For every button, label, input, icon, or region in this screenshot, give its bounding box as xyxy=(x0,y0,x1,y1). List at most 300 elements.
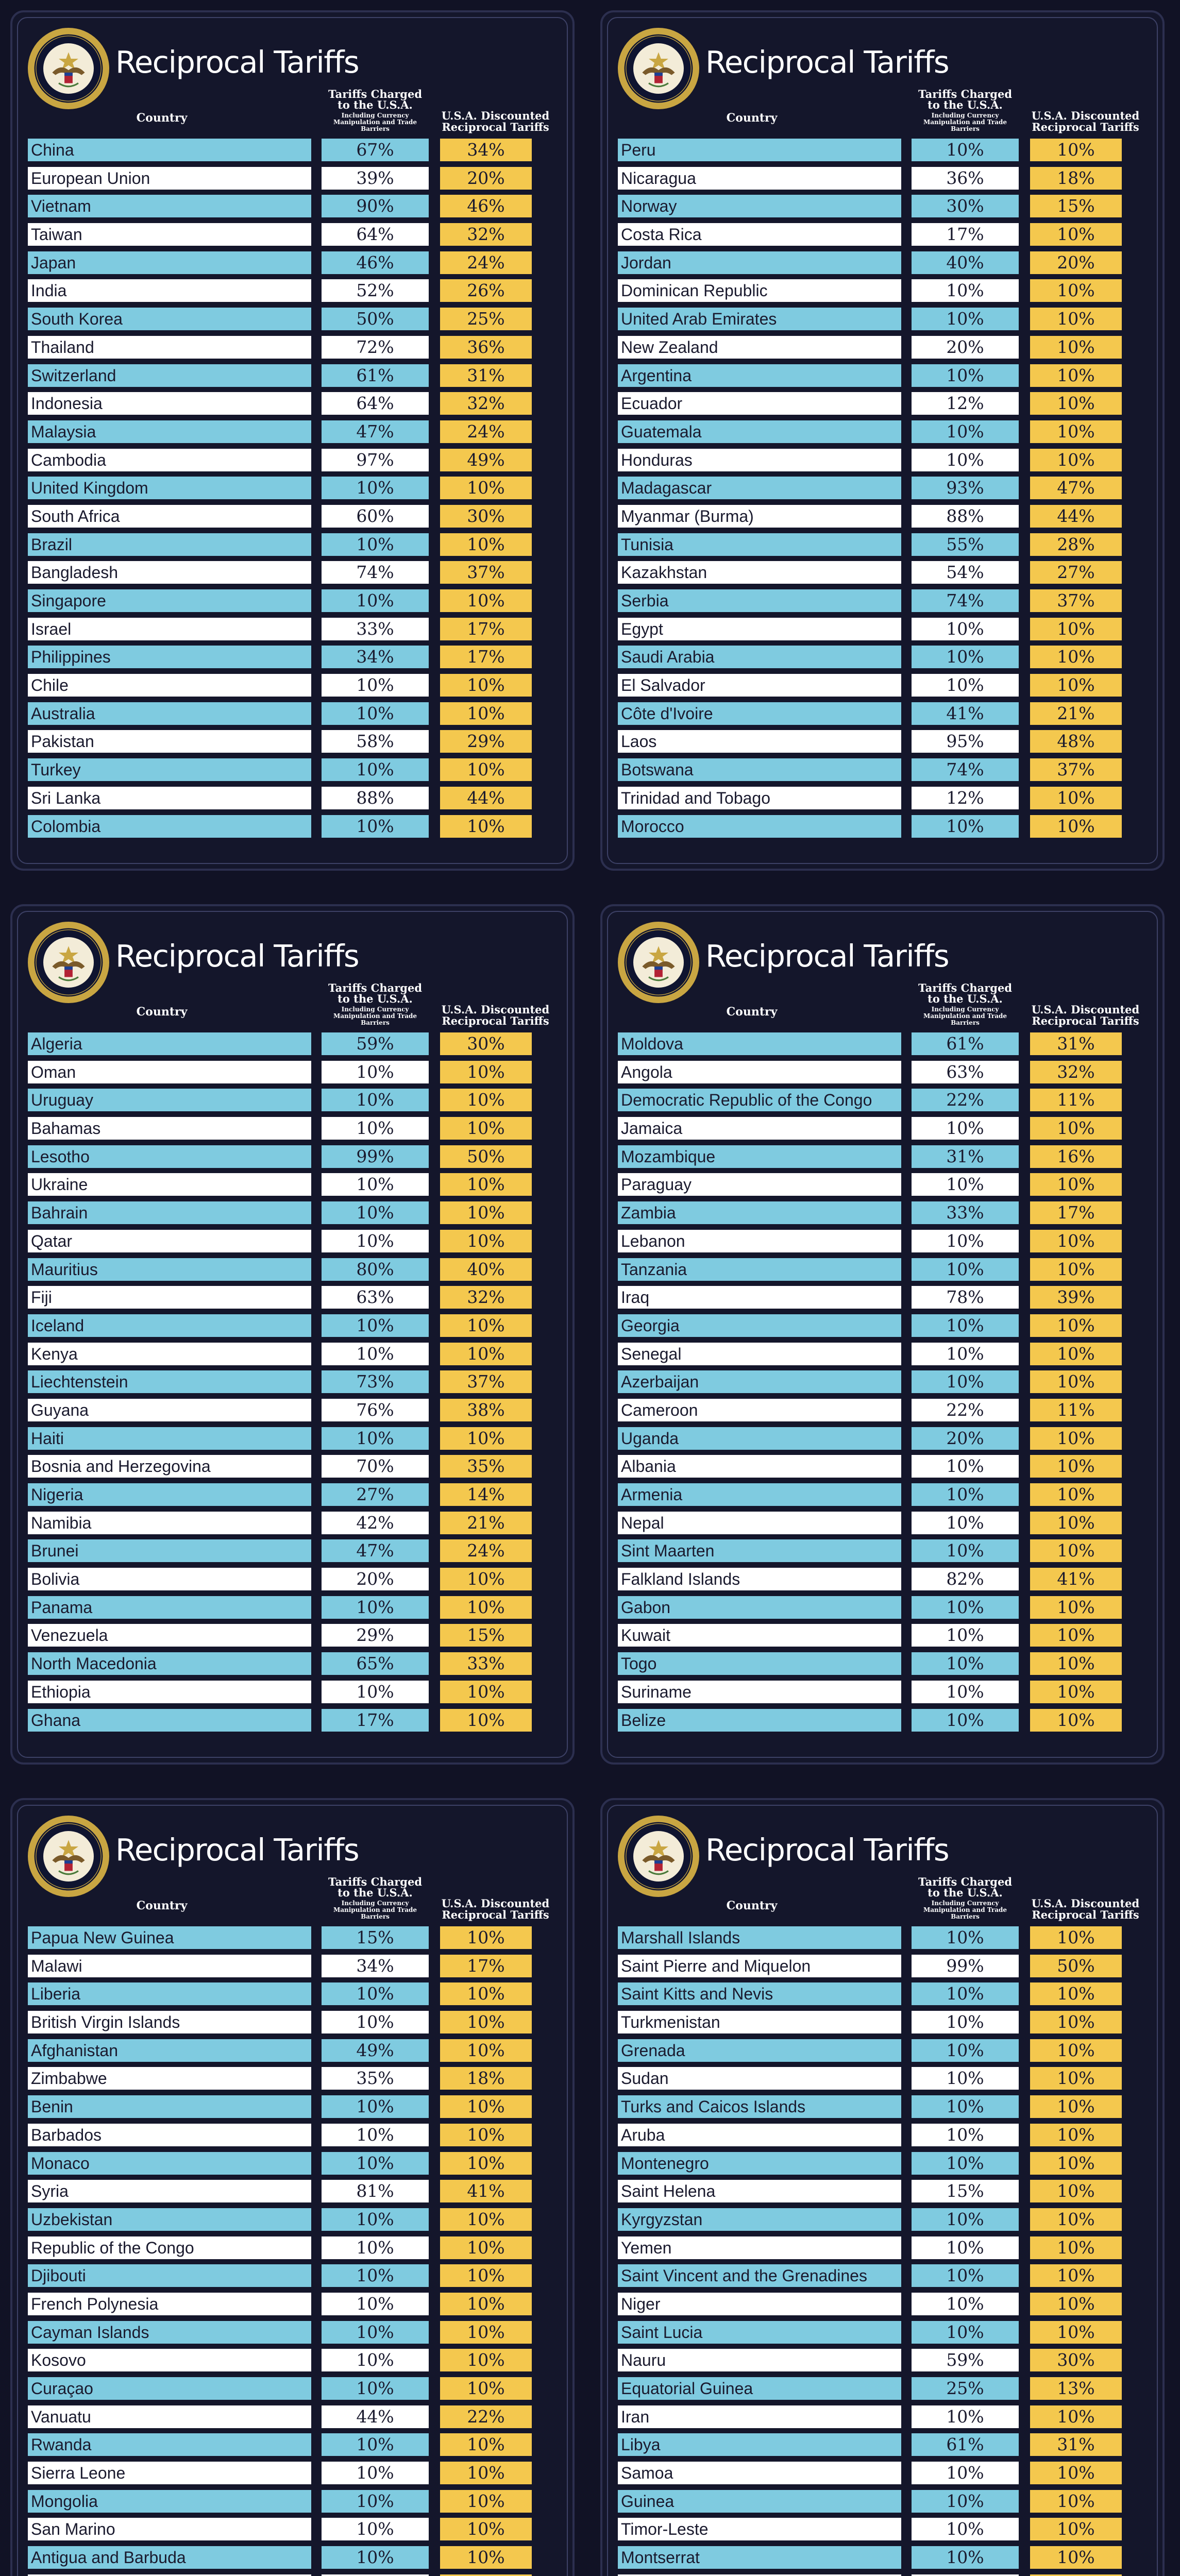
charged-cell: 61% xyxy=(322,364,429,387)
charged-cell: 10% xyxy=(322,1230,429,1252)
charged-cell: 31% xyxy=(912,1145,1019,1168)
presidential-seal-icon xyxy=(28,28,109,109)
charged-cell: 41% xyxy=(912,702,1019,725)
discounted-cell: 32% xyxy=(440,1286,532,1309)
charged-cell: 10% xyxy=(322,2264,429,2287)
panel-title: Reciprocal Tariffs xyxy=(115,938,359,974)
discounted-cell: 22% xyxy=(440,2405,532,2428)
country-cell: Honduras xyxy=(618,449,901,471)
discounted-cell: 10% xyxy=(440,2264,532,2287)
country-cell: Saint Vincent and the Grenadines xyxy=(618,2264,901,2287)
charged-cell: 10% xyxy=(912,1173,1019,1196)
country-column-header: Country xyxy=(726,1899,778,1912)
country-cell: Iran xyxy=(618,2405,901,2428)
charged-cell: 10% xyxy=(912,646,1019,668)
discounted-cell: 20% xyxy=(440,167,532,190)
country-cell: Botswana xyxy=(618,758,901,781)
discounted-cell: 15% xyxy=(1030,195,1122,217)
charged-header-note: Including Currency Manipulation and Trade Barriers xyxy=(333,1005,417,1027)
country-cell: Kuwait xyxy=(618,1624,901,1647)
charged-cell: 74% xyxy=(322,561,429,584)
country-cell: Oman xyxy=(28,1061,311,1083)
charged-cell: 34% xyxy=(322,1955,429,1977)
country-cell: Turkmenistan xyxy=(618,2011,901,2033)
charged-cell: 10% xyxy=(912,1596,1019,1619)
charged-cell: 40% xyxy=(912,251,1019,274)
discounted-cell: 10% xyxy=(440,2236,532,2259)
tariff-panel xyxy=(10,1798,575,2576)
country-cell: Bolivia xyxy=(28,1568,311,1590)
presidential-seal-icon xyxy=(28,922,109,1003)
charged-cell: 93% xyxy=(912,477,1019,499)
discounted-cell: 10% xyxy=(1030,1483,1122,1506)
charged-cell: 15% xyxy=(912,2180,1019,2202)
charged-cell: 10% xyxy=(912,1652,1019,1675)
country-cell: Turkey xyxy=(28,758,311,781)
discounted-cell: 11% xyxy=(1030,1399,1122,1421)
discounted-cell: 10% xyxy=(440,1117,532,1140)
charged-cell: 10% xyxy=(322,1201,429,1224)
charged-cell: 10% xyxy=(322,2349,429,2371)
presidential-seal-icon xyxy=(618,1816,699,1897)
country-cell: Israel xyxy=(28,618,311,640)
discounted-cell: 10% xyxy=(440,2293,532,2315)
discounted-cell: 10% xyxy=(440,1314,532,1337)
country-cell: Bosnia and Herzegovina xyxy=(28,1455,311,1478)
discounted-cell: 26% xyxy=(440,279,532,302)
discounted-column-header: U.S.A. Discounted Reciprocal Tariffs xyxy=(441,1897,550,1922)
country-cell: Switzerland xyxy=(28,364,311,387)
charged-cell: 36% xyxy=(912,167,1019,190)
country-cell: Taiwan xyxy=(28,223,311,246)
country-cell: Haiti xyxy=(28,1427,311,1450)
discounted-cell: 10% xyxy=(440,1230,532,1252)
charged-column-header xyxy=(322,89,429,132)
charged-cell: 10% xyxy=(322,758,429,781)
country-cell: Montenegro xyxy=(618,2152,901,2175)
country-cell: Guinea xyxy=(618,2490,901,2513)
country-cell: Nauru xyxy=(618,2349,901,2371)
charged-cell: 46% xyxy=(322,251,429,274)
country-cell: Republic of the Congo xyxy=(28,2236,311,2259)
charged-cell: 10% xyxy=(912,2264,1019,2287)
country-column-header: Country xyxy=(726,1005,778,1019)
discounted-cell: 37% xyxy=(440,561,532,584)
discounted-cell: 35% xyxy=(440,1455,532,1478)
discounted-cell: 10% xyxy=(440,1926,532,1949)
charged-cell: 10% xyxy=(912,2236,1019,2259)
charged-cell: 70% xyxy=(322,1455,429,1478)
charged-cell: 20% xyxy=(322,1568,429,1590)
charged-cell: 10% xyxy=(912,2462,1019,2484)
charged-cell: 10% xyxy=(912,279,1019,302)
country-cell: Albania xyxy=(618,1455,901,1478)
charged-cell: 74% xyxy=(912,758,1019,781)
country-cell: Dominican Republic xyxy=(618,279,901,302)
country-cell: Sint Maarten xyxy=(618,1539,901,1562)
discounted-cell: 10% xyxy=(1030,1258,1122,1281)
charged-cell: 10% xyxy=(912,1512,1019,1534)
discounted-cell: 10% xyxy=(1030,2236,1122,2259)
country-cell: Jordan xyxy=(618,251,901,274)
charged-cell: 78% xyxy=(912,1286,1019,1309)
charged-cell: 10% xyxy=(912,1455,1019,1478)
panel-title: Reciprocal Tariffs xyxy=(115,44,359,80)
country-cell: Argentina xyxy=(618,364,901,387)
charged-cell: 10% xyxy=(912,139,1019,161)
charged-cell: 10% xyxy=(912,1314,1019,1337)
charged-cell: 10% xyxy=(322,477,429,499)
charged-cell: 81% xyxy=(322,2180,429,2202)
country-cell: Togo xyxy=(618,1652,901,1675)
charged-cell: 10% xyxy=(322,2011,429,2033)
country-cell: Singapore xyxy=(28,589,311,612)
country-cell: Rwanda xyxy=(28,2433,311,2456)
charged-cell: 10% xyxy=(912,2405,1019,2428)
country-cell: Suriname xyxy=(618,1681,901,1703)
charged-cell: 90% xyxy=(322,195,429,217)
country-cell: Paraguay xyxy=(618,1173,901,1196)
discounted-cell: 10% xyxy=(1030,2124,1122,2146)
charged-cell: 88% xyxy=(322,787,429,809)
country-cell: Morocco xyxy=(618,815,901,838)
charged-cell: 10% xyxy=(322,1982,429,2005)
country-cell: Barbados xyxy=(28,2124,311,2146)
charged-cell: 67% xyxy=(322,139,429,161)
discounted-column-header: U.S.A. Discounted Reciprocal Tariffs xyxy=(441,1003,550,1028)
country-cell: Montserrat xyxy=(618,2546,901,2569)
country-cell: Venezuela xyxy=(28,1624,311,1647)
country-cell: Curaçao xyxy=(28,2377,311,2400)
charged-cell: 10% xyxy=(912,2095,1019,2118)
charged-header-note: Including Currency Manipulation and Trade Barriers xyxy=(923,111,1007,133)
discounted-cell: 49% xyxy=(440,449,532,471)
charged-header-note: Including Currency Manipulation and Trade Barriers xyxy=(333,111,417,133)
country-cell: Zambia xyxy=(618,1201,901,1224)
charged-cell: 63% xyxy=(912,1061,1019,1083)
panel-title: Reciprocal Tariffs xyxy=(705,938,949,974)
country-cell: Ghana xyxy=(28,1709,311,1732)
discounted-cell: 10% xyxy=(440,1343,532,1365)
discounted-cell: 10% xyxy=(1030,1117,1122,1140)
country-cell: Egypt xyxy=(618,618,901,640)
country-cell: Japan xyxy=(28,251,311,274)
discounted-cell: 10% xyxy=(1030,392,1122,415)
country-cell: South Korea xyxy=(28,308,311,330)
charged-cell: 10% xyxy=(912,308,1019,330)
discounted-cell: 34% xyxy=(440,139,532,161)
discounted-cell: 10% xyxy=(440,2124,532,2146)
country-cell: Myanmar (Burma) xyxy=(618,505,901,528)
charged-cell: 82% xyxy=(912,1568,1019,1590)
discounted-cell: 10% xyxy=(1030,420,1122,443)
country-cell: Azerbaijan xyxy=(618,1370,901,1393)
discounted-cell: 17% xyxy=(440,646,532,668)
country-cell: Antigua and Barbuda xyxy=(28,2546,311,2569)
country-cell: Nepal xyxy=(618,1512,901,1534)
discounted-cell: 40% xyxy=(440,1258,532,1281)
country-cell: China xyxy=(28,139,311,161)
country-cell: Moldova xyxy=(618,1032,901,1055)
country-cell: Gabon xyxy=(618,1596,901,1619)
discounted-cell: 10% xyxy=(1030,223,1122,246)
country-cell: Iraq xyxy=(618,1286,901,1309)
tariff-panel xyxy=(10,10,575,871)
discounted-cell: 37% xyxy=(1030,758,1122,781)
charged-cell: 88% xyxy=(912,505,1019,528)
charged-cell: 33% xyxy=(912,1201,1019,1224)
country-cell: Uganda xyxy=(618,1427,901,1450)
charged-cell: 10% xyxy=(912,1483,1019,1506)
discounted-cell: 20% xyxy=(1030,251,1122,274)
charged-cell: 10% xyxy=(322,533,429,556)
discounted-cell: 30% xyxy=(1030,2349,1122,2371)
charged-cell: 10% xyxy=(912,618,1019,640)
charged-cell: 10% xyxy=(322,2208,429,2231)
country-cell: San Marino xyxy=(28,2518,311,2540)
discounted-cell: 24% xyxy=(440,1539,532,1562)
country-cell: Uruguay xyxy=(28,1089,311,1111)
charged-cell: 10% xyxy=(322,2321,429,2344)
charged-cell: 10% xyxy=(912,1230,1019,1252)
discounted-cell: 41% xyxy=(440,2180,532,2202)
discounted-cell: 46% xyxy=(440,195,532,217)
tariff-panel xyxy=(10,904,575,1765)
charged-cell: 10% xyxy=(912,1539,1019,1562)
country-cell: Democratic Republic of the Congo xyxy=(618,1089,901,1111)
country-cell: Thailand xyxy=(28,336,311,359)
panel-title: Reciprocal Tariffs xyxy=(705,44,949,80)
discounted-cell: 10% xyxy=(1030,1314,1122,1337)
charged-cell: 10% xyxy=(912,2011,1019,2033)
charged-column-header xyxy=(912,89,1019,132)
discounted-cell: 48% xyxy=(1030,730,1122,753)
country-cell: Saudi Arabia xyxy=(618,646,901,668)
discounted-cell: 10% xyxy=(1030,2405,1122,2428)
discounted-cell: 30% xyxy=(440,505,532,528)
country-cell: Ethiopia xyxy=(28,1681,311,1703)
country-cell: Guyana xyxy=(28,1399,311,1421)
country-cell: Belize xyxy=(618,1709,901,1732)
charged-cell: 10% xyxy=(322,2377,429,2400)
discounted-cell: 10% xyxy=(440,2546,532,2569)
discounted-cell: 10% xyxy=(1030,2462,1122,2484)
charged-cell: 34% xyxy=(322,646,429,668)
charged-cell: 47% xyxy=(322,1539,429,1562)
country-column-header: Country xyxy=(136,1005,188,1019)
charged-cell: 10% xyxy=(322,1427,429,1450)
discounted-cell: 32% xyxy=(440,223,532,246)
charged-cell: 10% xyxy=(912,1681,1019,1703)
country-cell: Nicaragua xyxy=(618,167,901,190)
discounted-cell: 10% xyxy=(440,1982,532,2005)
country-cell: Australia xyxy=(28,702,311,725)
charged-cell: 10% xyxy=(912,2321,1019,2344)
country-cell: Mauritius xyxy=(28,1258,311,1281)
panel-title: Reciprocal Tariffs xyxy=(115,1832,359,1868)
discounted-cell: 10% xyxy=(1030,364,1122,387)
charged-cell: 10% xyxy=(322,2518,429,2540)
country-cell: Peru xyxy=(618,139,901,161)
country-cell: Côte d'Ivoire xyxy=(618,702,901,725)
charged-cell: 10% xyxy=(322,702,429,725)
charged-cell: 10% xyxy=(322,2462,429,2484)
discounted-cell: 32% xyxy=(1030,1061,1122,1083)
charged-cell: 35% xyxy=(322,2067,429,2090)
discounted-cell: 10% xyxy=(1030,2518,1122,2540)
country-cell: Niger xyxy=(618,2293,901,2315)
charged-column-header xyxy=(912,982,1019,1026)
country-cell: Zimbabwe xyxy=(28,2067,311,2090)
discounted-cell: 10% xyxy=(440,1089,532,1111)
discounted-cell: 10% xyxy=(1030,139,1122,161)
tariff-panel xyxy=(600,1798,1165,2576)
country-cell: Tanzania xyxy=(618,1258,901,1281)
country-cell: Timor-Leste xyxy=(618,2518,901,2540)
charged-cell: 33% xyxy=(322,618,429,640)
charged-cell: 10% xyxy=(322,2152,429,2175)
country-cell: Malawi xyxy=(28,1955,311,1977)
discounted-cell: 10% xyxy=(440,2490,532,2513)
charged-cell: 72% xyxy=(322,336,429,359)
charged-cell: 10% xyxy=(912,1982,1019,2005)
discounted-cell: 17% xyxy=(440,1955,532,1977)
charged-cell: 10% xyxy=(322,674,429,697)
charged-cell: 64% xyxy=(322,223,429,246)
charged-cell: 10% xyxy=(322,2236,429,2259)
charged-cell: 64% xyxy=(322,392,429,415)
charged-cell: 10% xyxy=(912,449,1019,471)
charged-cell: 10% xyxy=(912,1343,1019,1365)
charged-column-header xyxy=(322,1876,429,1920)
charged-cell: 59% xyxy=(322,1032,429,1055)
country-cell: Saint Pierre and Miquelon xyxy=(618,1955,901,1977)
discounted-cell: 10% xyxy=(1030,1370,1122,1393)
charged-cell: 10% xyxy=(912,2293,1019,2315)
charged-cell: 97% xyxy=(322,449,429,471)
charged-cell: 63% xyxy=(322,1286,429,1309)
discounted-cell: 11% xyxy=(1030,1089,1122,1111)
country-cell: Philippines xyxy=(28,646,311,668)
charged-cell: 73% xyxy=(322,1370,429,1393)
country-cell: Brunei xyxy=(28,1539,311,1562)
charged-cell: 15% xyxy=(322,1926,429,1949)
discounted-cell: 50% xyxy=(1030,1955,1122,1977)
charged-cell: 25% xyxy=(912,2377,1019,2400)
discounted-cell: 37% xyxy=(1030,589,1122,612)
discounted-cell: 10% xyxy=(1030,2011,1122,2033)
charged-cell: 65% xyxy=(322,1652,429,1675)
charged-cell: 54% xyxy=(912,561,1019,584)
discounted-column-header: U.S.A. Discounted Reciprocal Tariffs xyxy=(1031,1897,1140,1922)
discounted-cell: 16% xyxy=(1030,1145,1122,1168)
country-cell: Bahamas xyxy=(28,1117,311,1140)
country-cell: Mozambique xyxy=(618,1145,901,1168)
discounted-cell: 10% xyxy=(1030,336,1122,359)
discounted-cell: 10% xyxy=(440,2208,532,2231)
discounted-cell: 21% xyxy=(440,1512,532,1534)
discounted-cell: 10% xyxy=(1030,646,1122,668)
charged-cell: 10% xyxy=(322,1596,429,1619)
charged-cell: 10% xyxy=(322,2124,429,2146)
discounted-cell: 10% xyxy=(440,1709,532,1732)
country-cell: Djibouti xyxy=(28,2264,311,2287)
discounted-cell: 10% xyxy=(1030,2321,1122,2344)
country-cell: Costa Rica xyxy=(618,223,901,246)
country-cell: Saint Kitts and Nevis xyxy=(618,1982,901,2005)
discounted-cell: 27% xyxy=(1030,561,1122,584)
country-cell: Ukraine xyxy=(28,1173,311,1196)
charged-column-header xyxy=(912,1876,1019,1920)
charged-cell: 17% xyxy=(912,223,1019,246)
discounted-cell: 10% xyxy=(1030,2152,1122,2175)
tariff-panel xyxy=(600,10,1165,871)
country-cell: Sudan xyxy=(618,2067,901,2090)
discounted-cell: 10% xyxy=(440,2349,532,2371)
charged-cell: 49% xyxy=(322,2039,429,2062)
country-column-header: Country xyxy=(726,111,778,125)
discounted-cell: 10% xyxy=(440,477,532,499)
country-cell: Serbia xyxy=(618,589,901,612)
discounted-cell: 10% xyxy=(440,2377,532,2400)
country-cell: United Kingdom xyxy=(28,477,311,499)
charged-cell: 20% xyxy=(912,336,1019,359)
country-cell: Qatar xyxy=(28,1230,311,1252)
country-cell: Brazil xyxy=(28,533,311,556)
discounted-cell: 10% xyxy=(1030,2264,1122,2287)
charged-cell: 10% xyxy=(322,1681,429,1703)
country-cell: Afghanistan xyxy=(28,2039,311,2062)
country-cell: Samoa xyxy=(618,2462,901,2484)
discounted-cell: 10% xyxy=(1030,2095,1122,2118)
discounted-cell: 39% xyxy=(1030,1286,1122,1309)
discounted-cell: 10% xyxy=(440,2518,532,2540)
charged-header-title: Tariffs Charged to the U.S.A. xyxy=(328,981,423,1006)
country-cell: Liechtenstein xyxy=(28,1370,311,1393)
discounted-cell: 10% xyxy=(440,1061,532,1083)
discounted-cell: 47% xyxy=(1030,477,1122,499)
discounted-cell: 25% xyxy=(440,308,532,330)
country-cell: Equatorial Guinea xyxy=(618,2377,901,2400)
country-cell: Trinidad and Tobago xyxy=(618,787,901,809)
charged-cell: 58% xyxy=(322,730,429,753)
charged-cell: 10% xyxy=(912,815,1019,838)
charged-cell: 10% xyxy=(912,2067,1019,2090)
charged-cell: 17% xyxy=(322,1709,429,1732)
charged-cell: 10% xyxy=(322,1314,429,1337)
country-cell: Sri Lanka xyxy=(28,787,311,809)
country-cell: British Virgin Islands xyxy=(28,2011,311,2033)
discounted-cell: 17% xyxy=(1030,1201,1122,1224)
country-cell: Tunisia xyxy=(618,533,901,556)
country-cell: Sierra Leone xyxy=(28,2462,311,2484)
discounted-cell: 17% xyxy=(440,618,532,640)
charged-cell: 60% xyxy=(322,505,429,528)
charged-cell: 10% xyxy=(322,1089,429,1111)
charged-column-header xyxy=(322,982,429,1026)
charged-cell: 50% xyxy=(322,308,429,330)
country-cell: Colombia xyxy=(28,815,311,838)
country-cell: Mongolia xyxy=(28,2490,311,2513)
country-cell: Yemen xyxy=(618,2236,901,2259)
charged-cell: 99% xyxy=(322,1145,429,1168)
charged-cell: 10% xyxy=(912,1926,1019,1949)
country-cell: Bangladesh xyxy=(28,561,311,584)
discounted-cell: 38% xyxy=(440,1399,532,1421)
charged-cell: 10% xyxy=(912,1624,1019,1647)
country-cell: Fiji xyxy=(28,1286,311,1309)
country-cell: Bahrain xyxy=(28,1201,311,1224)
